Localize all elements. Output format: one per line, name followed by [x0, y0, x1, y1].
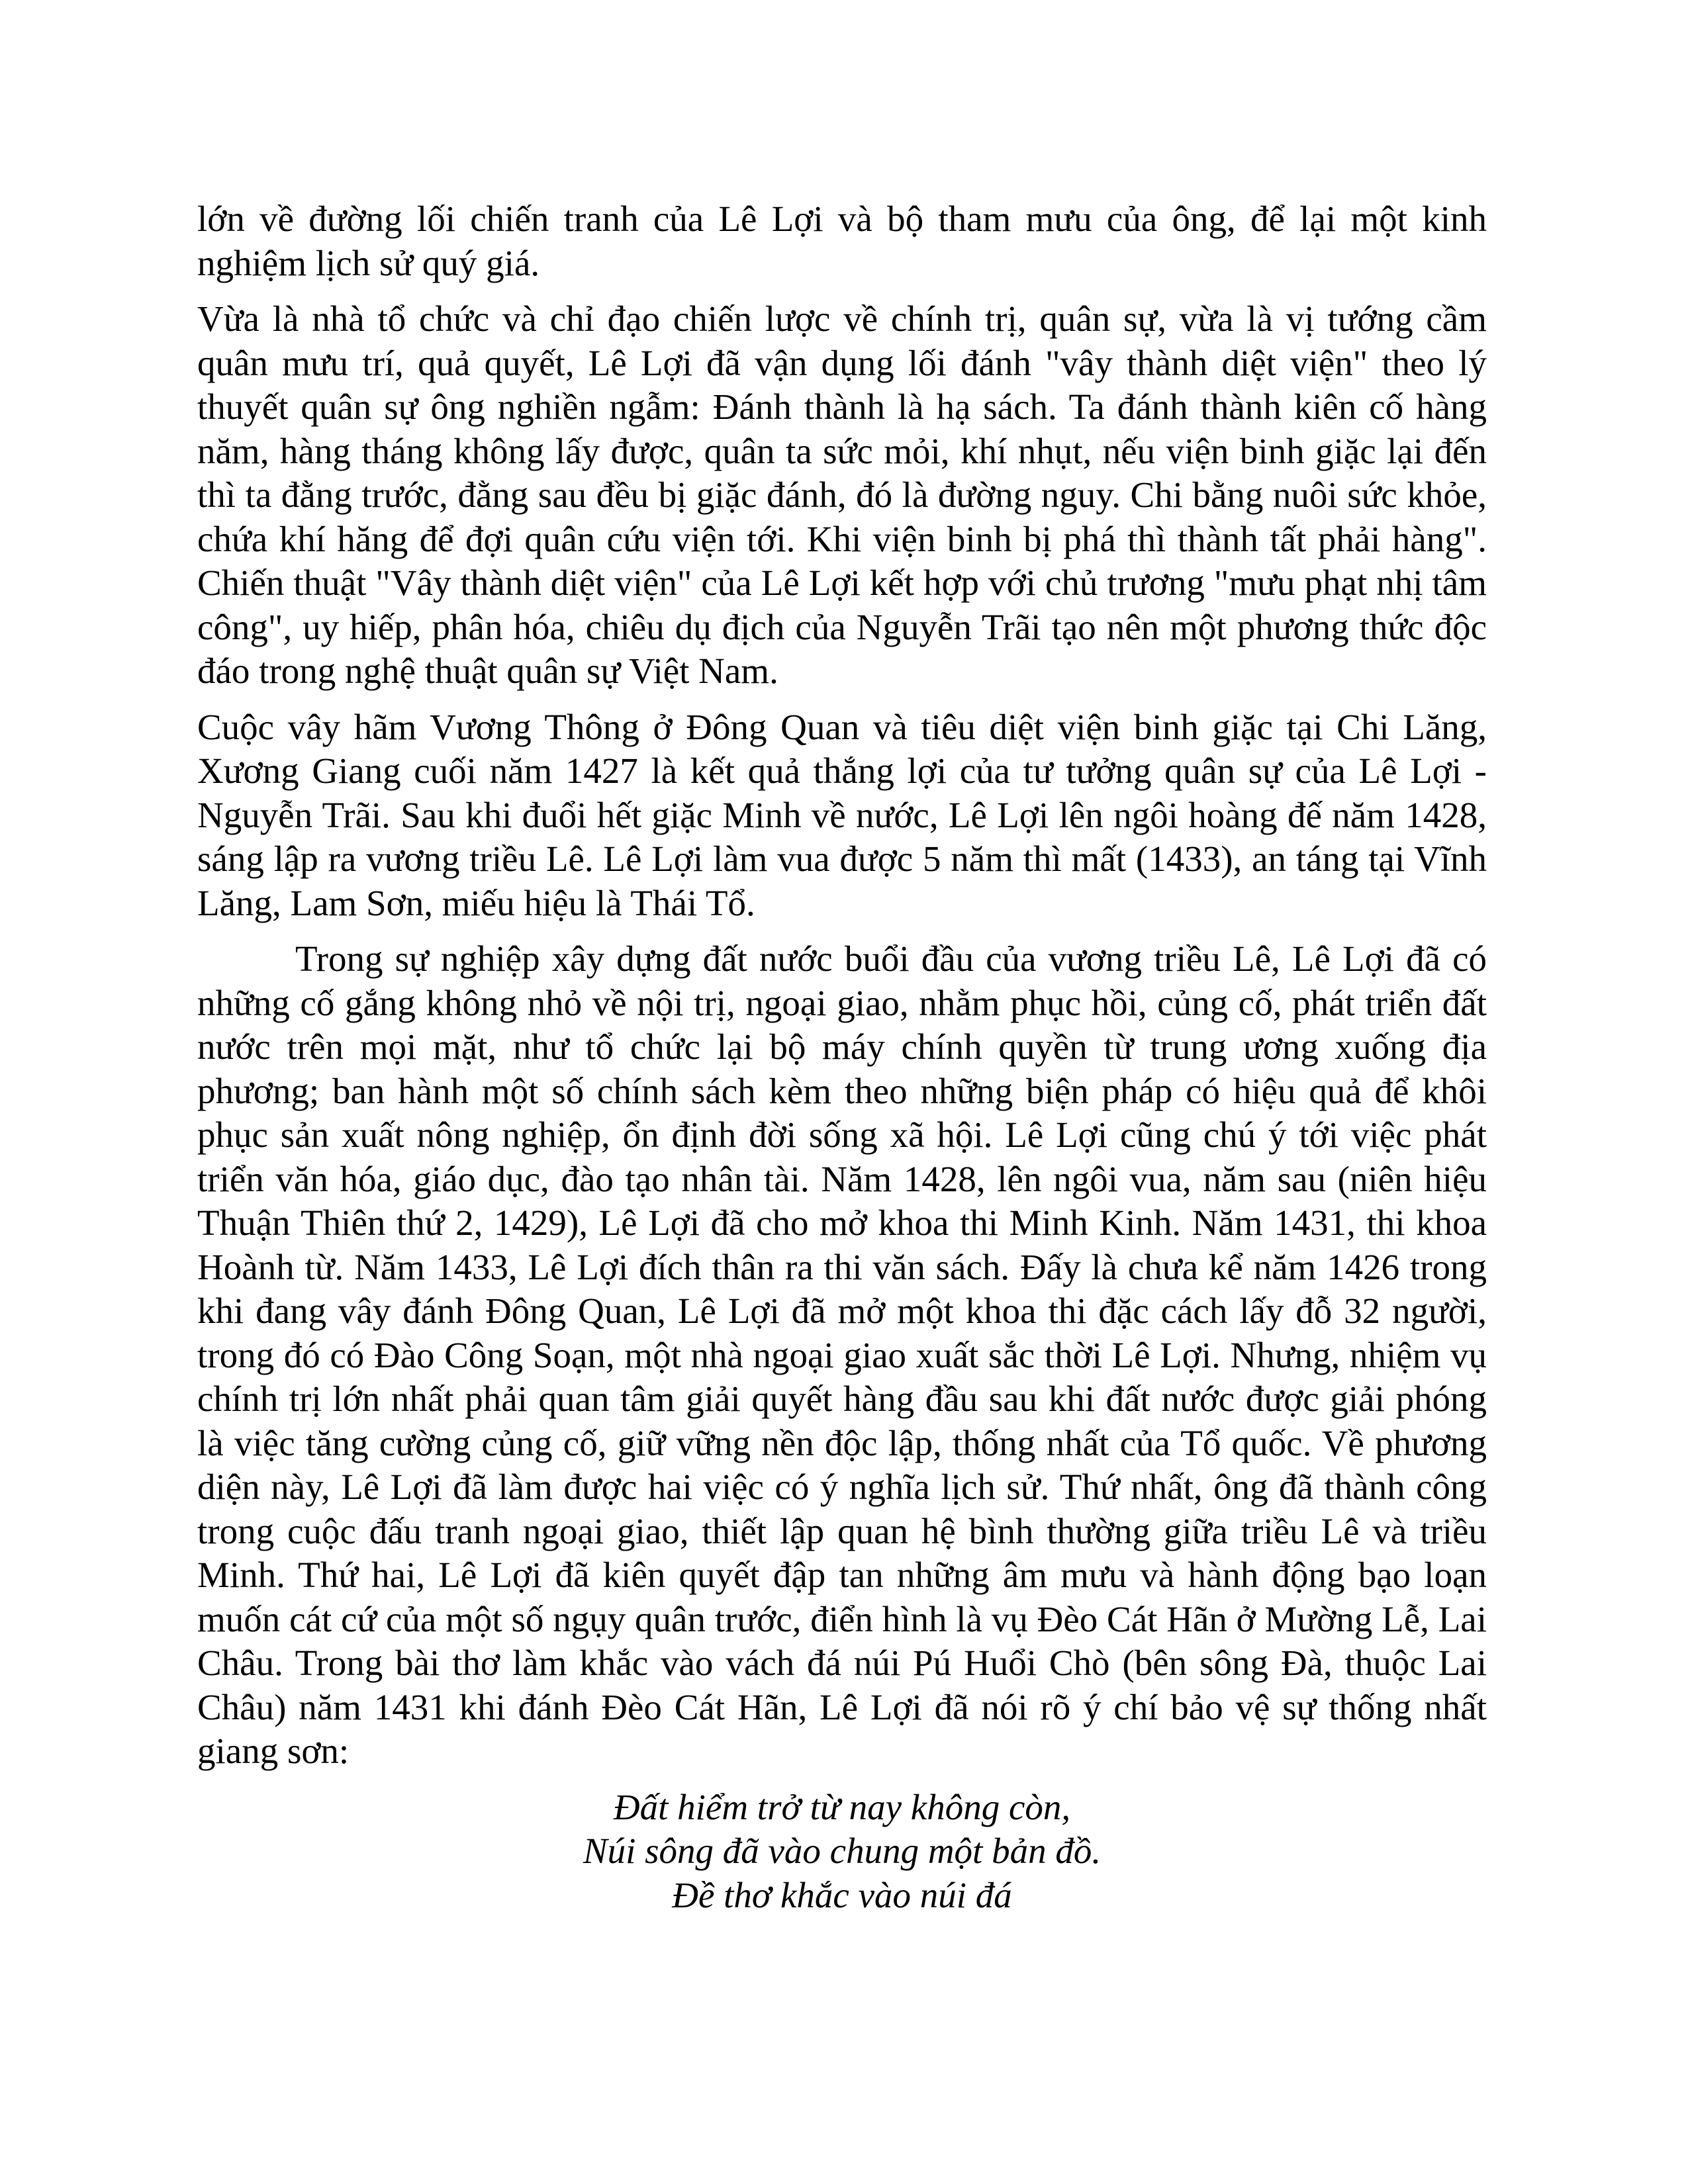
- paragraph-war-strategy-conclusion: lớn về đường lối chiến tranh của Lê Lợi và bộ tham mưu của ông, để lại một kinh nghiệm lịch sử quý giá.: [197, 199, 1487, 283]
- poem-line-1: Đất hiểm trở từ nay không còn,: [613, 1786, 1071, 1827]
- poem-line-3: Đề thơ khắc vào núi đá: [672, 1874, 1012, 1915]
- poem-quote: [197, 1786, 1487, 1918]
- poem-line-2: Núi sông đã vào chung một bản đồ.: [583, 1831, 1102, 1871]
- document-page: [197, 197, 1487, 1917]
- paragraph-dong-quan-victory: Cuộc vây hãm Vương Thông ở Đông Quan và tiêu diệt viện binh giặc tại Chi Lăng, Xương Giang cuối năm 1427 là kết quả thắng lợi của tư tưởng quân sự của Lê Lợi - Nguyễn Trãi. Sau khi đuổi hết giặc Minh về nước, Lê Lợi lên ngôi hoàng đế năm 1428, sáng lập ra vương triều Lê. Lê Lợi làm vua được 5 năm thì mất (1433), an táng tại Vĩnh Lăng, Lam Sơn, miếu hiệu là Thái Tổ.: [197, 706, 1487, 923]
- paragraph-siege-tactics: Vừa là nhà tổ chức và chỉ đạo chiến lược về chính trị, quân sự, vừa là vị tướng cầm quân mưu trí, quả quyết, Lê Lợi đã vận dụng lối đánh "vây thành diệt viện" theo lý thuyết quân sự ông nghiền ngẫm: Đánh thành là hạ sách. Ta đánh thành kiên cố hàng năm, hàng tháng không lấy được, quân ta sức mỏi, khí nhụt, nếu viện binh giặc lại đến thì ta đằng trước, đằng sau đều bị giặc đánh, đó là đường nguy. Chi bằng nuôi sức khỏe, chứa khí hăng để đợi quân cứu viện tới. Khi viện binh bị phá thì thành tất phải hàng". Chiến thuật "Vây thành diệt viện" của Lê Lợi kết hợp với chủ trương "mưu phạt nhị tâm công", uy hiếp, phân hóa, chiêu dụ địch của Nguyễn Trãi tạo nên một phương thức độc đáo trong nghệ thuật quân sự Việt Nam.: [197, 298, 1487, 691]
- paragraph-nation-building: Trong sự nghiệp xây dựng đất nước buổi đầu của vương triều Lê, Lê Lợi đã có những cố gắng không nhỏ về nội trị, ngoại giao, nhằm phục hồi, củng cố, phát triển đất nước trên mọi mặt, như tổ chức lại bộ máy chính quyền từ trung ương xuống địa phương; ban hành một số chính sách kèm theo những biện pháp có hiệu quả để khôi phục sản xuất nông nghiệp, ổn định đời sống xã hội. Lê Lợi cũng chú ý tới việc phát triển văn hóa, giáo dục, đào tạo nhân tài. Năm 1428, lên ngôi vua, năm sau (niên hiệu Thuận Thiên thứ 2, 1429), Lê Lợi đã cho mở khoa thi Minh Kinh. Năm 1431, thi khoa Hoành từ. Năm 1433, Lê Lợi đích thân ra thi văn sách. Đấy là chưa kể năm 1426 trong khi đang vây đánh Đông Quan, Lê Lợi đã mở một khoa thi đặc cách lấy đỗ 32 người, trong đó có Đào Công Soạn, một nhà ngoại giao xuất sắc thời Lê Lợi. Nhưng, nhiệm vụ chính trị lớn nhất phải quan tâm giải quyết hàng đầu sau khi đất nước được giải phóng là việc tăng cường củng cố, giữ vững nền độc lập, thống nhất của Tổ quốc. Về phương diện này, Lê Lợi đã làm được hai việc có ý nghĩa lịch sử. Thứ nhất, ông đã thành công trong cuộc đấu tranh ngoại giao, thiết lập quan hệ bình thường giữa triều Lê và triều Minh. Thứ hai, Lê Lợi đã kiên quyết đập tan những âm mưu và hành động bạo loạn muốn cát cứ của một số ngụy quân trước, điển hình là vụ Đèo Cát Hãn ở Mường Lễ, Lai Châu. Trong bài thơ làm khắc vào vách đá núi Pú Huổi Chò (bên sông Đà, thuộc Lai Châu) năm 1431 khi đánh Đèo Cát Hãn, Lê Lợi đã nói rõ ý chí bảo vệ sự thống nhất giang sơn:: [197, 938, 1487, 1771]
